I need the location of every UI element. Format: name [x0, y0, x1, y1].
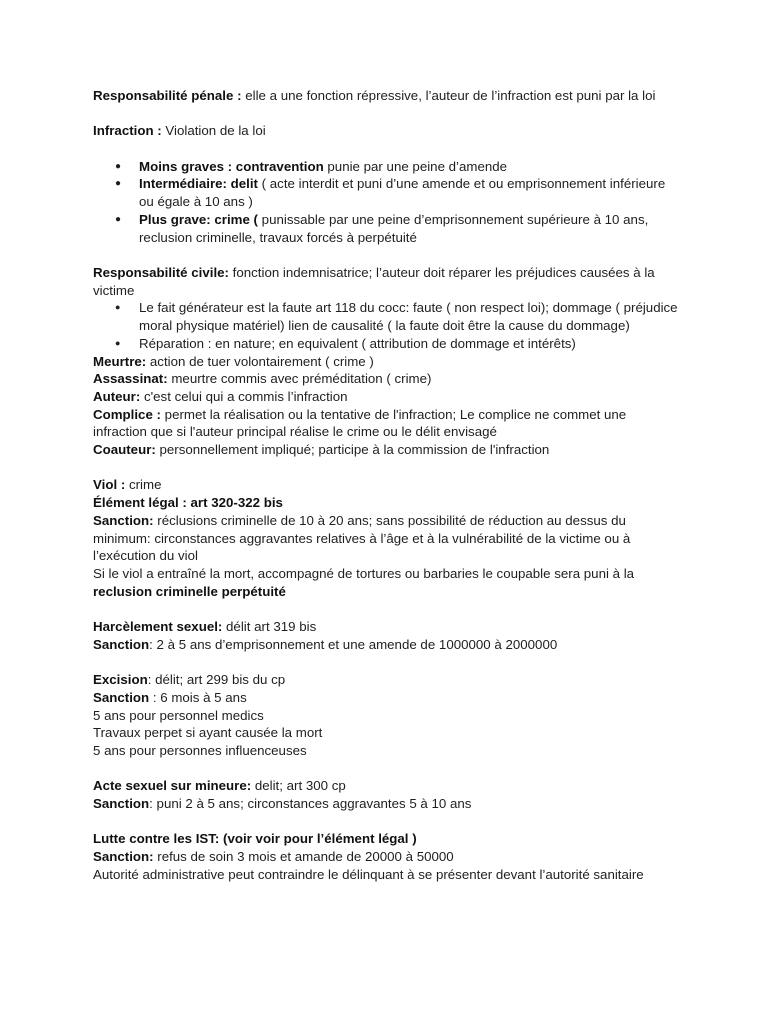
viol-sanction — [93, 512, 683, 565]
list-item-bold: Intermédiaire: delit — [139, 176, 258, 192]
sanction-text: refus de soin 3 mois et amande de 20000 à 50000 — [153, 849, 454, 865]
definition-label: Coauteur: — [93, 442, 156, 458]
definition-label: Meurtre: — [93, 353, 147, 369]
viol-label: Viol : — [93, 477, 126, 493]
list-item-text: punie par une peine d’amende — [323, 158, 508, 174]
infraction-text: Violation de la loi — [161, 123, 266, 139]
viol-mort-bold: reclusion criminelle perpétuité — [93, 583, 286, 599]
infraction-list — [93, 158, 683, 247]
harcelement-label: Harcèlement sexuel: — [93, 619, 223, 635]
viol-text: crime — [125, 477, 162, 493]
viol-heading — [93, 476, 683, 494]
list-item: ● Le fait générateur est la faute art 118 du cocc: faute ( non respect loi); dommage ( préjudice moral physique matériel) lien de causalité ( la faute doit être la cause du dommage) — [93, 299, 683, 334]
sanction-label: Sanction: — [93, 849, 154, 865]
ist-heading — [93, 830, 683, 848]
sanction-text: réclusions criminelle de 10 à 20 ans; sans possibilité de réduction au dessus du minimum: circonstances aggravantes relatives à l’âge et à la vulnérabilité de la victime ou à l’exécution du viol — [93, 512, 631, 564]
infraction-label: Infraction : — [93, 123, 162, 139]
harcelement-sanction — [93, 636, 683, 654]
definition-assassinat — [93, 370, 683, 388]
excision-sanction — [93, 689, 683, 707]
excision-line: 5 ans pour personnel medics — [93, 707, 264, 723]
definition-coauteur — [93, 441, 683, 459]
sanction-label: Sanction — [93, 796, 150, 812]
definition-complice — [93, 406, 683, 441]
ist-autorite: Autorité administrative peut contraindre le délinquant à se présenter devant l’autorité sanitaire — [93, 866, 644, 882]
infraction-paragraph — [93, 122, 683, 140]
sanction-label: Sanction: — [93, 512, 154, 528]
list-item-bold: Plus grave: crime ( — [139, 211, 258, 227]
definition-auteur — [93, 388, 683, 406]
list-item: ● Réparation : en nature; en equivalent ( attribution de dommage et intérêts) — [93, 335, 683, 353]
definition-meurtre — [93, 353, 683, 371]
document-page — [93, 87, 683, 884]
viol-element-legal — [93, 494, 683, 512]
list-item-bold: Moins graves : contravention — [139, 158, 324, 174]
viol-mort — [93, 565, 683, 600]
resp-penale-label: Responsabilité pénale : — [93, 88, 242, 103]
definition-text: permet la réalisation ou la tentative de l'infraction; Le complice ne commet une infraction que si l'auteur principal réalise le crime ou le délit envisagé — [93, 406, 627, 440]
excision-line: 5 ans pour personnes influenceuses — [93, 742, 307, 758]
resp-penale-text: elle a une fonction répressive, l’auteur de l’infraction est puni par la loi — [241, 88, 656, 103]
list-item-text: punissable par une peine d’emprisonnement supérieure à 10 ans, reclusion criminelle, travaux forcés à perpétuité — [139, 211, 649, 245]
acte-sexuel-sanction — [93, 795, 683, 813]
sanction-text: : puni 2 à 5 ans; circonstances aggravantes 5 à 10 ans — [149, 796, 472, 812]
definition-text: personnellement impliqué; participe à la commission de l'infraction — [155, 442, 550, 458]
sanction-text: : 6 mois à 5 ans — [149, 689, 247, 705]
definition-text: action de tuer volontairement ( crime ) — [146, 353, 374, 369]
list-item — [93, 175, 683, 210]
excision-text: : délit; art 299 bis du cp — [147, 672, 286, 688]
resp-civile-text: fonction indemnisatrice; l’auteur doit réparer les préjudices causées à la victime — [93, 264, 655, 298]
resp-civile-paragraph — [93, 264, 683, 299]
resp-civile-label: Responsabilité civile: — [93, 264, 229, 280]
acte-sexuel-heading — [93, 777, 683, 795]
viol-mort-text: Si le viol a entraîné la mort, accompagné de tortures ou barbaries le coupable sera puni à la — [93, 565, 635, 581]
ist-label: Lutte contre les IST: (voir voir pour l’élément légal ) — [93, 831, 417, 847]
ist-sanction — [93, 848, 683, 866]
sanction-text: : 2 à 5 ans d’emprisonnement et une amende de 1000000 à 2000000 — [149, 636, 558, 652]
definition-text: meurtre commis avec préméditation ( crime) — [167, 371, 432, 387]
sanction-label: Sanction — [93, 636, 150, 652]
list-item-text: ( acte interdit et puni d’une amende et ou emprisonnement inférieure ou égale à 10 ans ) — [139, 176, 666, 210]
excision-line: Travaux perpet si ayant causée la mort — [93, 725, 323, 741]
list-item — [93, 158, 683, 176]
acte-sexuel-label: Acte sexuel sur mineure: — [93, 778, 252, 794]
harcelement-heading — [93, 618, 683, 636]
harcelement-text: délit art 319 bis — [222, 619, 317, 635]
resp-civile-list — [93, 299, 683, 352]
sanction-label: Sanction — [93, 689, 150, 705]
list-item — [93, 211, 683, 246]
definition-label: Complice : — [93, 406, 161, 422]
excision-label: Excision — [93, 672, 148, 688]
resp-penale-paragraph — [93, 87, 683, 105]
acte-sexuel-text: delit; art 300 cp — [251, 778, 346, 794]
definition-text: c'est celui qui a commis l’infraction — [140, 388, 348, 404]
definition-label: Auteur: — [93, 388, 141, 404]
element-legal-label: Élément légal : art 320-322 bis — [93, 495, 283, 511]
excision-heading — [93, 671, 683, 689]
definition-label: Assassinat: — [93, 371, 168, 387]
